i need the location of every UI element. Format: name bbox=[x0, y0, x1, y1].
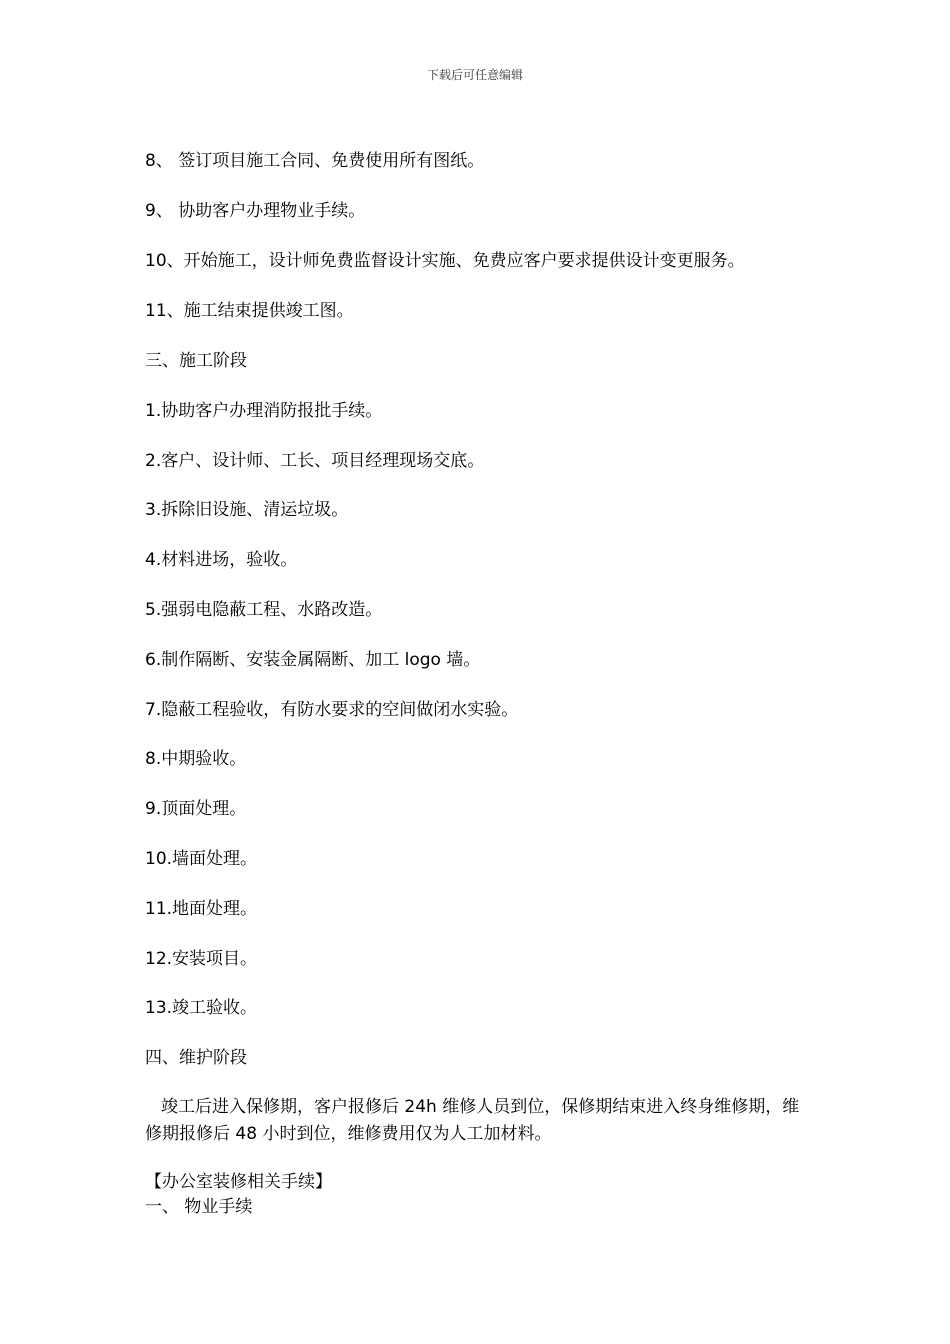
list-item: 11、施工结束提供竣工图。 bbox=[145, 301, 354, 321]
maintenance-paragraph bbox=[145, 1094, 805, 1148]
list-item: 5.强弱电隐蔽工程、水路改造。 bbox=[145, 600, 383, 620]
subsection-heading-property: 一、 物业手续 bbox=[145, 1197, 253, 1217]
list-item: 4.材料进场，验收。 bbox=[145, 550, 298, 570]
list-item: 3.拆除旧设施、清运垃圾。 bbox=[145, 500, 349, 520]
list-item: 9、 协助客户办理物业手续。 bbox=[145, 201, 366, 221]
list-item: 8.中期验收。 bbox=[145, 749, 247, 769]
list-item: 12.安装项目。 bbox=[145, 949, 258, 969]
list-item: 2.客户、设计师、工长、项目经理现场交底。 bbox=[145, 451, 485, 471]
list-item: 1.协助客户办理消防报批手续。 bbox=[145, 401, 383, 421]
list-item: 13.竣工验收。 bbox=[145, 998, 258, 1018]
list-item: 10、开始施工，设计师免费监督设计实施、免费应客户要求提供设计变更服务。 bbox=[145, 251, 745, 271]
section-heading-maintenance: 四、维护阶段 bbox=[145, 1048, 247, 1068]
list-item: 8、 签订项目施工合同、免费使用所有图纸。 bbox=[145, 151, 485, 171]
maintenance-paragraph-text: 竣工后进入保修期，客户报修后 24h 维修人员到位，保修期结束进入终身维修期，维修期报修后 48 小时到位，维修费用仅为人工加材料。 bbox=[145, 1097, 800, 1144]
section-heading-office-procedures: 【办公室装修相关手续】 bbox=[145, 1172, 332, 1192]
list-item: 6.制作隔断、安装金属隔断、加工 logo 墙。 bbox=[145, 650, 481, 670]
list-item: 10.墙面处理。 bbox=[145, 849, 258, 869]
list-item: 9.顶面处理。 bbox=[145, 799, 247, 819]
list-item: 11.地面处理。 bbox=[145, 899, 258, 919]
page-header-note: 下载后可任意编辑 bbox=[426, 68, 523, 82]
section-heading-construction: 三、施工阶段 bbox=[145, 351, 247, 371]
list-item: 7.隐蔽工程验收，有防水要求的空间做闭水实验。 bbox=[145, 700, 519, 720]
